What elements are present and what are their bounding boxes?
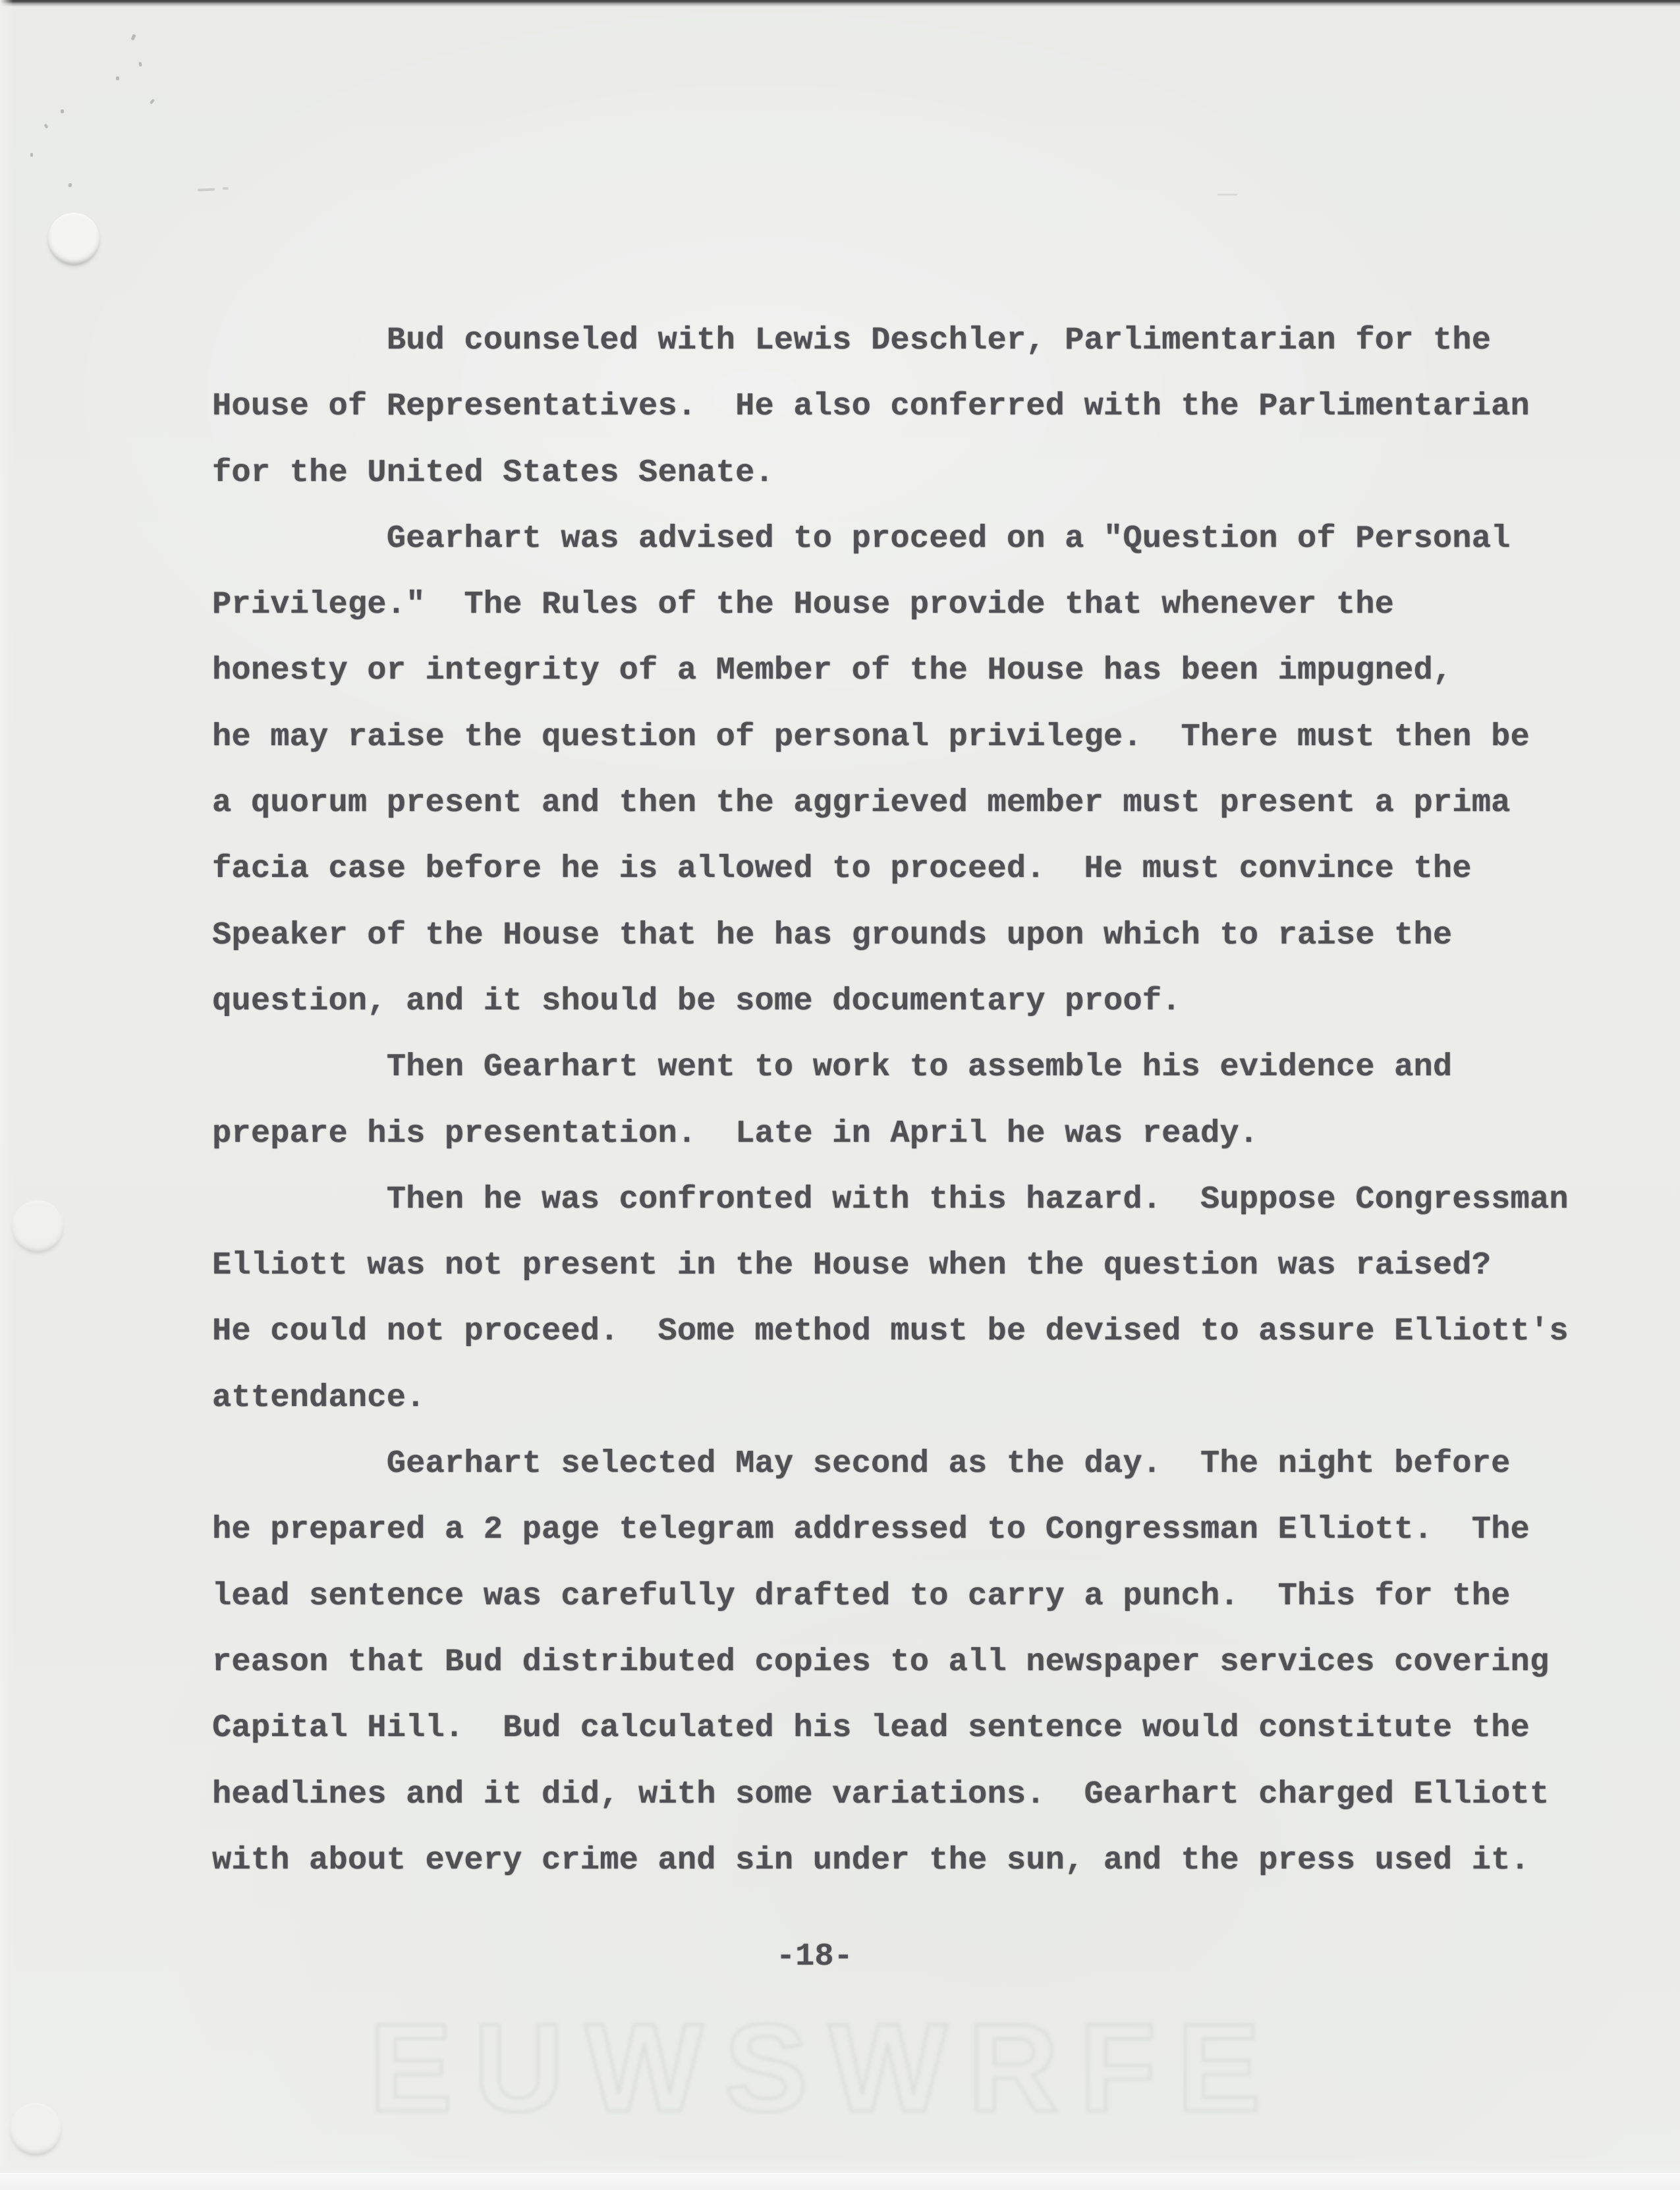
dust-speck	[61, 109, 64, 113]
scan-left-edge	[0, 0, 13, 2190]
typewritten-text-block	[212, 308, 1569, 1894]
page-number: -18-	[776, 1938, 853, 1975]
text-line: Privilege." The Rules of the House provide that whenever the	[212, 586, 1395, 623]
text-line: Then Gearhart went to work to assemble his evidence and	[212, 1049, 1453, 1086]
text-line: lead sentence was carefully drafted to carry a punch. This for the	[212, 1577, 1511, 1614]
dust-speck	[150, 99, 155, 105]
text-line: Gearhart selected May second as the day. The night before	[212, 1446, 1511, 1482]
text-line: Speaker of the House that he has grounds upon which to raise the	[212, 916, 1453, 953]
text-line: honesty or integrity of a Member of the House has been impugned,	[212, 652, 1453, 689]
text-line: Bud counseled with Lewis Deschler, Parlimentarian for the	[212, 322, 1492, 358]
text-line: attendance.	[212, 1379, 426, 1416]
text-line: reason that Bud distributed copies to all newspaper services covering	[212, 1643, 1550, 1680]
text-line: House of Representatives. He also conferred with the Parlimentarian	[212, 388, 1530, 425]
text-line: prepare his presentation. Late in April he was ready.	[212, 1115, 1259, 1152]
text-line: Capital Hill. Bud calculated his lead sentence would constitute the	[212, 1710, 1530, 1747]
faint-mark	[223, 187, 229, 190]
text-line: question, and it should be some documentary proof.	[212, 982, 1181, 1019]
text-line: he may raise the question of personal privilege. There must then be	[212, 718, 1530, 755]
hole-punch-middle	[12, 1200, 63, 1252]
dust-speck	[68, 182, 72, 187]
text-line: Gearhart was advised to proceed on a "Question of Personal	[212, 520, 1511, 557]
text-line: facia case before he is allowed to proceed. He must convince the	[212, 851, 1472, 887]
faint-mark	[198, 188, 215, 192]
scan-top-edge	[0, 0, 1680, 7]
hole-punch-top	[48, 213, 99, 264]
scan-bottom-fade	[0, 2158, 1680, 2173]
text-line: he prepared a 2 page telegram addressed to Congressman Elliott. The	[212, 1511, 1530, 1548]
text-line: Then he was confronted with this hazard. Suppose Congressman	[212, 1181, 1569, 1218]
text-line: a quorum present and then the aggrieved member must present a prima	[212, 785, 1511, 822]
faint-mark	[1218, 194, 1237, 196]
text-line: for the United States Senate.	[212, 454, 774, 491]
ghost-bleedthrough-text: EUWSWRFE	[369, 1998, 1282, 2138]
text-line: He could not proceed. Some method must be devised to assure Elliott's	[212, 1313, 1569, 1350]
dust-speck	[44, 123, 49, 128]
scan-bottom-edge	[0, 2173, 1680, 2190]
text-line: Elliott was not present in the House when the question was raised?	[212, 1247, 1492, 1284]
text-line: with about every crime and sin under the sun, and the press used it.	[212, 1841, 1530, 1878]
dust-speck	[116, 76, 119, 80]
dust-speck	[30, 153, 33, 157]
dust-speck	[138, 62, 142, 67]
hole-punch-bottom	[10, 2103, 61, 2154]
text-line: headlines and it did, with some variations. Gearhart charged Elliott	[212, 1776, 1550, 1812]
dust-speck	[130, 34, 136, 40]
